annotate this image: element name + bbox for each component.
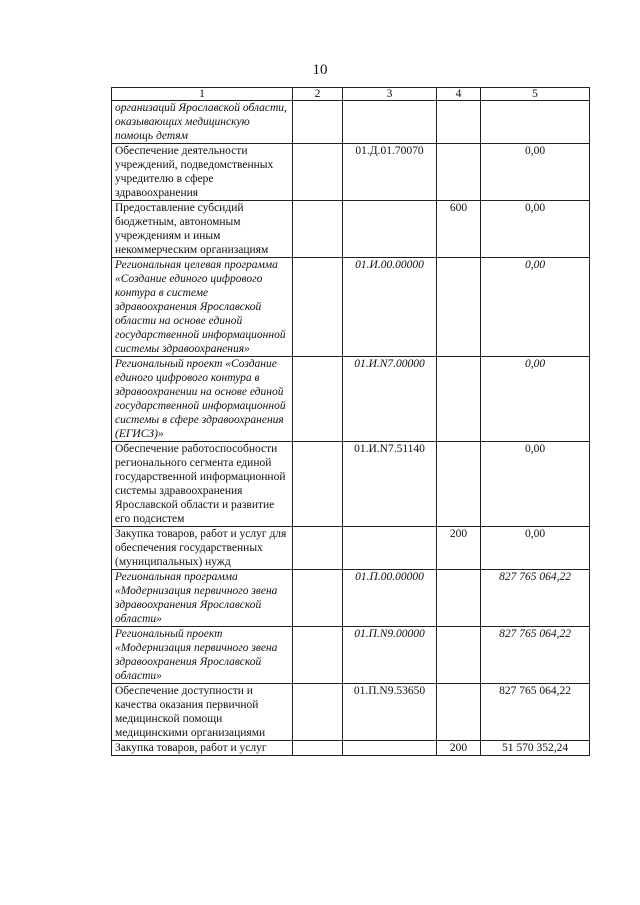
row-name-cell: Обеспечение доступности и качества оказания первичной медицинской помощи медицинскими организациями xyxy=(112,684,293,741)
row-kind-cell: 200 xyxy=(437,741,481,756)
row-amount-cell: 0,00 xyxy=(481,527,590,570)
row-name-cell: Обеспечение деятельности учреждений, подведомственных учредителю в сфере здравоохранения xyxy=(112,144,293,201)
table-row xyxy=(112,627,590,684)
table-row xyxy=(112,442,590,527)
row-code-cell: 01.П.00.00000 xyxy=(343,570,437,627)
row-col2-cell xyxy=(293,741,343,756)
row-amount-cell: 0,00 xyxy=(481,201,590,258)
row-amount-cell: 827 765 064,22 xyxy=(481,684,590,741)
row-col2-cell xyxy=(293,101,343,144)
row-kind-cell xyxy=(437,570,481,627)
row-col2-cell xyxy=(293,684,343,741)
row-amount-cell: 0,00 xyxy=(481,357,590,442)
row-amount-cell xyxy=(481,101,590,144)
row-name-cell: Обеспечение работоспособности регионального сегмента единой государственной информационной системы здравоохранения Ярославской области и развитие его подсистем xyxy=(112,442,293,527)
header-row xyxy=(112,88,590,101)
page-number: 10 xyxy=(312,62,328,78)
row-col2-cell xyxy=(293,442,343,527)
row-code-cell xyxy=(343,741,437,756)
row-col2-cell xyxy=(293,258,343,357)
row-kind-cell: 600 xyxy=(437,201,481,258)
row-kind-cell xyxy=(437,144,481,201)
row-amount-cell: 0,00 xyxy=(481,144,590,201)
row-col2-cell xyxy=(293,357,343,442)
row-code-cell: 01.П.N9.53650 xyxy=(343,684,437,741)
row-code-cell: 01.И.N7.51140 xyxy=(343,442,437,527)
row-name-cell: Предоставление субсидий бюджетным, автономным учреждениям и иным некоммерческим организациям xyxy=(112,201,293,258)
row-code-cell: 01.И.00.00000 xyxy=(343,258,437,357)
table-row xyxy=(112,258,590,357)
row-amount-cell: 827 765 064,22 xyxy=(481,570,590,627)
header-col-4: 4 xyxy=(437,88,481,101)
row-name-cell: Региональный проект «Модернизация первичного звена здравоохранения Ярославской области» xyxy=(112,627,293,684)
table-row xyxy=(112,741,590,756)
row-kind-cell xyxy=(437,627,481,684)
row-name-cell: Региональная целевая программа «Создание единого цифрового контура в системе здравоохранения Ярославской области на основе единой государственной информационной системы здравоохранения» xyxy=(112,258,293,357)
header-col-2: 2 xyxy=(293,88,343,101)
row-code-cell: 01.П.N9.00000 xyxy=(343,627,437,684)
row-code-cell xyxy=(343,101,437,144)
row-kind-cell xyxy=(437,684,481,741)
row-col2-cell xyxy=(293,201,343,258)
row-amount-cell: 51 570 352,24 xyxy=(481,741,590,756)
row-name-cell: Закупка товаров, работ и услуг xyxy=(112,741,293,756)
row-amount-cell: 0,00 xyxy=(481,258,590,357)
row-kind-cell xyxy=(437,357,481,442)
row-code-cell: 01.И.N7.00000 xyxy=(343,357,437,442)
row-kind-cell xyxy=(437,442,481,527)
table-row xyxy=(112,684,590,741)
header-col-1: 1 xyxy=(112,88,293,101)
row-amount-cell: 0,00 xyxy=(481,442,590,527)
table-row xyxy=(112,201,590,258)
table-row xyxy=(112,101,590,144)
budget-table xyxy=(111,87,590,756)
row-col2-cell xyxy=(293,627,343,684)
row-col2-cell xyxy=(293,144,343,201)
table-row xyxy=(112,144,590,201)
row-kind-cell: 200 xyxy=(437,527,481,570)
table-row xyxy=(112,357,590,442)
row-code-cell xyxy=(343,201,437,258)
row-col2-cell xyxy=(293,527,343,570)
row-name-cell: Региональный проект «Создание единого цифрового контура в здравоохранении на основе единой государственной информационной системы в сфере здравоохранения (ЕГИСЗ)» xyxy=(112,357,293,442)
row-name-cell: Региональная программа «Модернизация первичного звена здравоохранения Ярославской области» xyxy=(112,570,293,627)
row-kind-cell xyxy=(437,258,481,357)
header-col-5: 5 xyxy=(481,88,590,101)
row-amount-cell: 827 765 064,22 xyxy=(481,627,590,684)
table-row xyxy=(112,527,590,570)
row-name-cell: Закупка товаров, работ и услуг для обеспечения государственных (муниципальных) нужд xyxy=(112,527,293,570)
row-code-cell xyxy=(343,527,437,570)
row-code-cell: 01.Д.01.70070 xyxy=(343,144,437,201)
header-col-3: 3 xyxy=(343,88,437,101)
row-name-cell: организаций Ярославской области, оказывающих медицинскую помощь детям xyxy=(112,101,293,144)
row-col2-cell xyxy=(293,570,343,627)
table-row xyxy=(112,570,590,627)
row-kind-cell xyxy=(437,101,481,144)
